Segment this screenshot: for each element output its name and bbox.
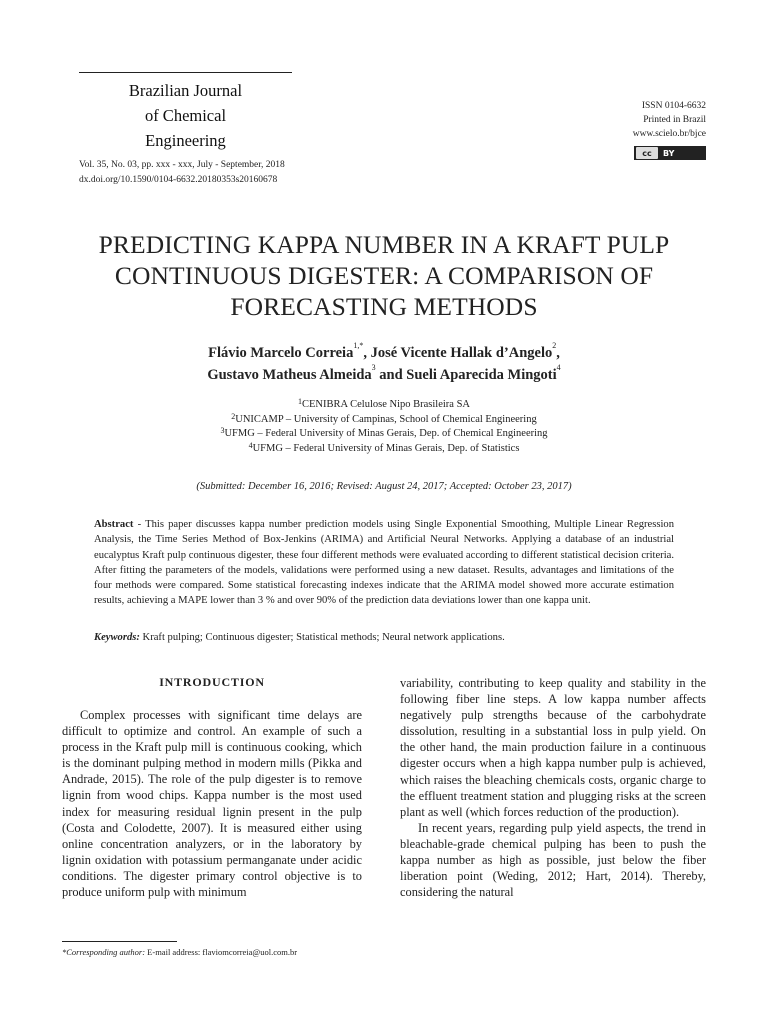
affiliation-text: UNICAMP – University of Campinas, School of Chemical Engineering (235, 413, 537, 425)
title-line: FORECASTING METHODS (230, 292, 538, 321)
issn-block (633, 99, 706, 141)
body-paragraph: In recent years, regarding pulp yield aspects, the trend in bleachable-grade chemical pulping has been to push the kappa number as high as possible, just below the fiber liberation point (Weding, 2012; Hart, 2014). Thereby, considering the natural (400, 820, 706, 900)
affiliation-text: CENIBRA Celulose Nipo Brasileira SA (302, 399, 470, 410)
title-line: CONTINUOUS DIGESTER: A COMPARISON OF (114, 261, 654, 290)
affiliation-text: UFMG – Federal University of Minas Gerais, Dep. of Chemical Engineering (224, 428, 548, 439)
cc-by-license-badge[interactable] (634, 146, 706, 160)
footnote-rule (62, 941, 177, 942)
title-line: PREDICTING KAPPA NUMBER IN A KRAFT PULP (98, 230, 670, 259)
journal-name-line: Engineering (145, 131, 226, 150)
right-column (400, 675, 706, 900)
affiliation-text: UFMG – Federal University of Minas Gerais, Dep. of Statistics (252, 442, 520, 454)
submission-dates: (Submitted: December 16, 2016; Revised: August 24, 2017; Accepted: October 23, 2017) (196, 481, 572, 492)
corresponding-author-footnote (62, 947, 297, 957)
footnote-label: *Corresponding author: (62, 947, 146, 957)
left-column (62, 707, 362, 900)
affiliation-number: 1 (298, 397, 302, 406)
abstract-label: Abstract (94, 519, 134, 530)
creative-commons-icon: cc (636, 147, 658, 159)
author-name: Flávio Marcelo Correia (208, 345, 354, 361)
section-heading-introduction: INTRODUCTION (159, 675, 265, 689)
affiliation-item (40, 427, 728, 442)
keywords-label: Keywords: (94, 632, 140, 643)
affiliation-item (40, 442, 728, 457)
affiliation-list (40, 398, 728, 456)
author-name: and Sueli Aparecida Mingoti (375, 367, 557, 383)
author-name: , José Vicente Hallak d’Angelo (363, 345, 553, 361)
affiliation-number: 3 (220, 426, 225, 435)
author-affiliation-mark: 4 (556, 363, 561, 372)
affiliation-item (40, 413, 728, 428)
journal-name-line: of Chemical (144, 106, 227, 125)
abstract-text: - This paper discusses kappa number prediction models using Single Exponential Smoothing, Multiple Linear Regression Analysis, the Time Series Method of Box-Jenkins (ARIMA) and Artificial Neural Networks. Applying a database of an industrial eucalyptus Kraft pulp continuous digester, these four different methods were evaluated according to different statistical decision criteria. After fitting the parameters of the models, validations were performed using a new dataset. Results, advantages and limitations of the four methods were compared. Some statistical forecasting indexes indicate that the ARIMA model showed more accurate estimation results, achieving a MAPE lower than 3 % and over 90% of the prediction data deviations lower than one kappa unit. (94, 519, 674, 607)
abstract (94, 517, 674, 609)
license-by-label: BY (663, 148, 675, 158)
volume-line: Vol. 35, No. 03, pp. xxx - xxx, July - September, 2018 (79, 160, 285, 170)
keywords (94, 632, 674, 643)
author-name: Gustavo Matheus Almeida (207, 367, 372, 383)
paper-title (40, 229, 728, 322)
author-list (40, 342, 728, 386)
body-paragraph: Complex processes with significant time delays are difficult to optimize and control. An example of such a process in the Kraft pulp mill is continuous cooking, which is the dominant pulping method in modern mills (Pikka and Andrade, 2015). The role of the pulp digester is to remove lignin from wood chips. Kappa number is the most used index for measuring residual lignin present in the pulp (Costa and Colodette, 2007). It is measured either using online concentration analyzers, or in the laboratory by lignin oxidation with potassium permanganate under acidic conditions. The digester primary control objective is to produce uniform pulp with minimum (62, 708, 362, 900)
journal-header-rule (79, 72, 292, 73)
affiliation-item (40, 398, 728, 413)
author-affiliation-mark: 2 (552, 341, 557, 350)
printed-text: Printed in Brazil (643, 115, 706, 125)
journal-name-line: Brazilian Journal (128, 81, 243, 100)
journal-name (79, 78, 292, 153)
body-paragraph: variability, contributing to keep quality and stability in the following fiber line steps. A low kappa number affects negatively pulp strengths because of the carbohydrate dissolution, resulting in a substantial loss in pulp yield. On the other hand, the main production failure in a continuous digester occurs when a high kappa number pulp is achieved, which raises the bleaching chemicals costs, organic charge to the effluent treatment station and plugging risks at the screen plant as well (which forces reduction of the production). (400, 676, 706, 819)
footnote-email[interactable]: E-mail address: flaviomcorreia@uol.com.br (145, 947, 298, 957)
author-affiliation-mark: 1,* (353, 341, 364, 350)
author-line (40, 342, 728, 364)
author-separator: , (556, 345, 560, 361)
affiliation-number: 2 (231, 411, 236, 421)
doi-line[interactable]: dx.doi.org/10.1590/0104-6632.20180353s20160678 (79, 175, 278, 185)
author-line (40, 364, 728, 386)
keywords-text: Kraft pulping; Continuous digester; Statistical methods; Neural network applications. (139, 632, 505, 643)
affiliation-number: 4 (248, 440, 253, 450)
author-affiliation-mark: 3 (371, 363, 376, 372)
website-link[interactable]: www.scielo.br/bjce (632, 129, 706, 139)
issn-text: ISSN 0104-6632 (641, 101, 706, 111)
